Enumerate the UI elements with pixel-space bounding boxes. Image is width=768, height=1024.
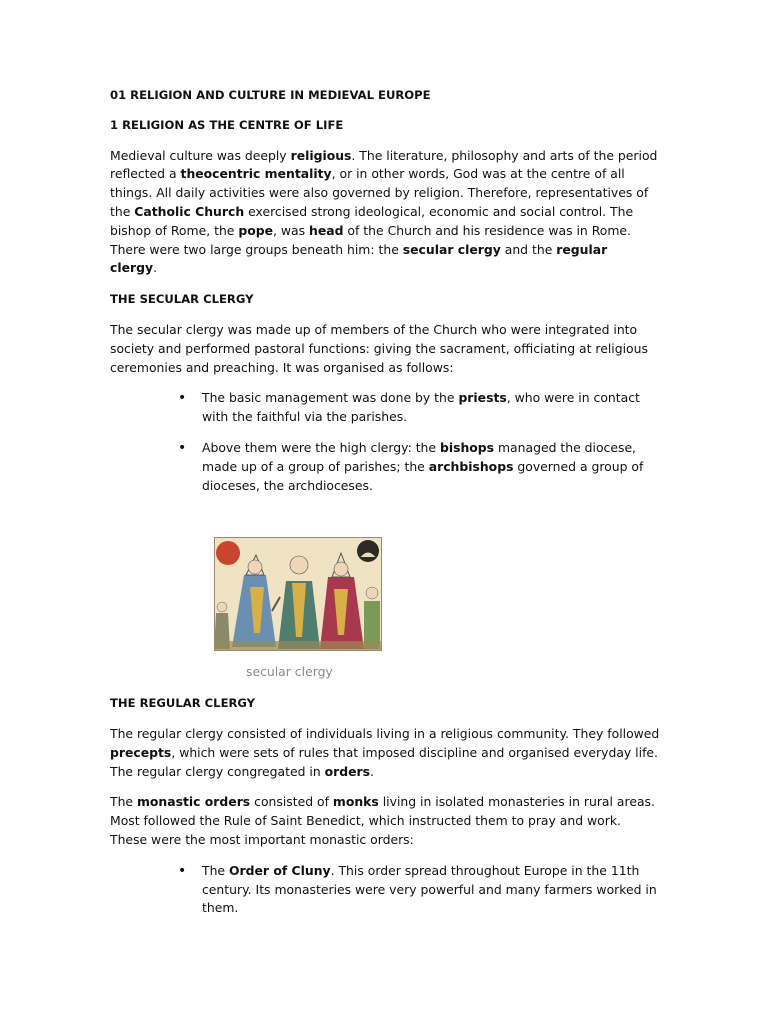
bold-term: secular clergy: [402, 241, 501, 257]
bold-term: monastic orders: [136, 794, 251, 810]
text-run: and the: [500, 241, 557, 257]
text-run: .: [153, 260, 158, 276]
text-run: The basic management was done by the: [202, 390, 459, 406]
document-page: [110, 86, 660, 930]
text-run: Above them were the high clergy: the: [202, 439, 440, 455]
bold-term: theocentric mentality: [180, 166, 332, 182]
paragraph-secular-clergy: [110, 321, 660, 377]
text-run: consisted of: [250, 794, 333, 810]
bold-term: pope: [238, 222, 274, 238]
bold-term: orders: [324, 763, 371, 779]
secular-clergy-figure: [214, 537, 382, 682]
bullet-item: [110, 439, 660, 495]
bullet-item: [110, 862, 660, 918]
text-run: managed the diocese, made up of a group of parishes; the: [202, 439, 637, 474]
bullet-icon: •: [178, 862, 187, 879]
bullet-item: [110, 389, 660, 427]
text-run: , was: [273, 222, 310, 238]
text-run: governed a group of dioceses, the archdioceses.: [202, 458, 644, 493]
bold-term: regular clergy: [110, 241, 608, 276]
paragraph-monastic-orders: [110, 793, 660, 849]
paragraph-religion: [110, 147, 658, 279]
section-heading-secular-clergy: THE SECULAR CLERGY: [110, 292, 254, 307]
bold-term: Order of Cluny: [228, 862, 331, 878]
monastic-orders-list: [110, 862, 660, 918]
text-run: . This order spread throughout Europe in the 11th century. Its monasteries were very powerful and many farmers worked in them.: [202, 862, 657, 916]
text-run: .: [370, 763, 374, 779]
text-run: The regular clergy consisted of individuals living in a religious community. They followed: [110, 725, 660, 741]
section-heading-regular-clergy: THE REGULAR CLERGY: [110, 696, 256, 711]
bold-term: Catholic Church: [134, 203, 245, 219]
section-heading-religion: 1 RELIGION AS THE CENTRE OF LIFE: [110, 117, 344, 132]
text-run: . The literature, philosophy and arts of the period reflected a: [110, 147, 658, 182]
text-run: living in isolated monasteries in rural areas. Most followed the Rule of Saint Benedict, which instructed them to pray and work. These were the most important monastic orders:: [110, 794, 655, 847]
text-run: The: [202, 862, 229, 878]
bullet-icon: •: [178, 439, 187, 456]
bold-term: head: [309, 222, 344, 238]
text-run: The secular clergy was made up of members of the Church who were integrated into society and performed pastoral functions: giving the sacrament, officiating at religious ceremonies and preaching. It was organised as follows:: [110, 321, 648, 375]
bold-term: archbishops: [428, 458, 514, 474]
bold-term: precepts: [110, 744, 172, 760]
text-run: exercised strong ideological, economic and social control. The bishop of Rome, the: [110, 203, 634, 238]
text-run: The: [110, 794, 137, 810]
text-run: of the Church and his residence was in Rome. There were two large groups beneath him: the: [110, 222, 631, 257]
text-run: , or in other words, God was at the centre of all things. All daily activities were also governed by religion. Therefore, representatives of the: [110, 166, 649, 219]
bold-term: monks: [332, 794, 379, 810]
secular-clergy-illustration: [214, 537, 382, 651]
secular-clergy-list: [110, 389, 660, 495]
bold-term: priests: [458, 390, 507, 406]
figure-caption: secular clergy: [246, 664, 333, 680]
bold-term: religious: [290, 147, 352, 163]
paragraph-regular-clergy: [110, 725, 660, 781]
text-run: , which were sets of rules that imposed discipline and organised everyday life. The regular clergy congregated in: [110, 744, 658, 779]
bullet-icon: •: [178, 390, 187, 407]
text-run: , who were in contact with the faithful via the parishes.: [202, 390, 640, 425]
document-title: 01 RELIGION AND CULTURE IN MEDIEVAL EUROPE: [110, 88, 431, 102]
text-run: Medieval culture was deeply: [110, 147, 291, 163]
bold-term: bishops: [439, 439, 495, 455]
